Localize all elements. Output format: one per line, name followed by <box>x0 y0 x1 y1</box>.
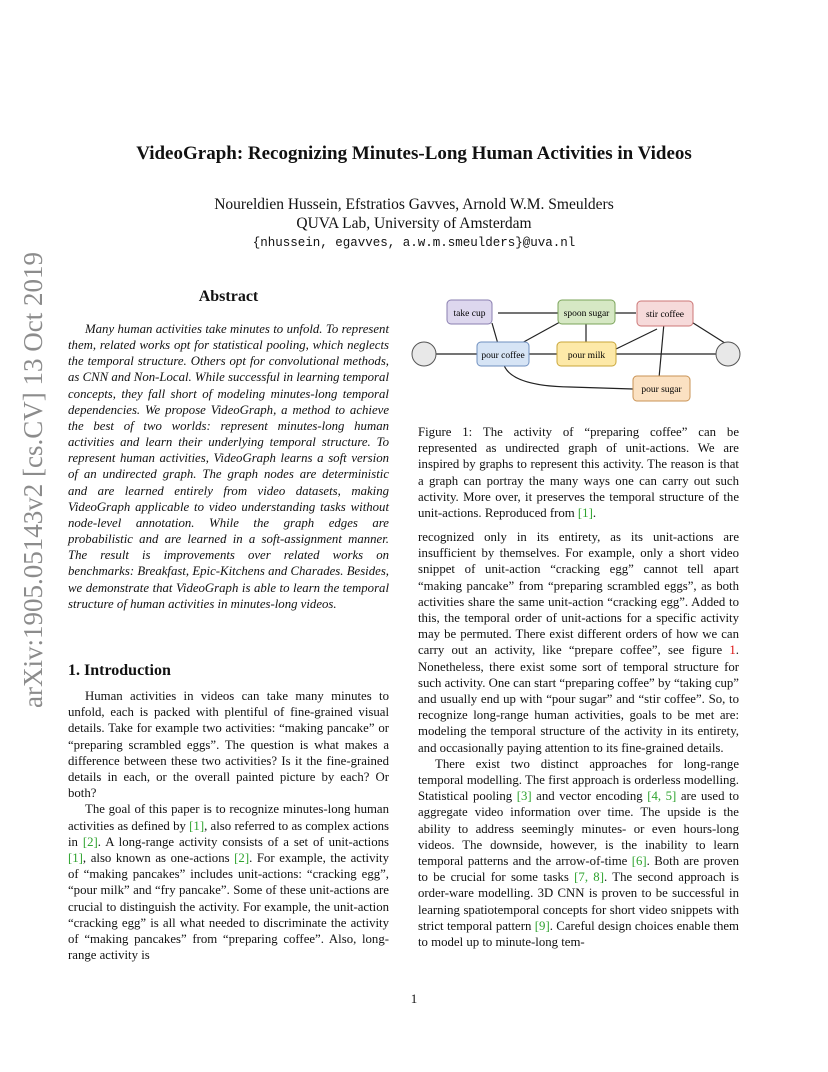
start-node <box>412 342 436 366</box>
svg-text:spoon sugar: spoon sugar <box>563 309 610 319</box>
node-stir-coffee <box>637 301 693 326</box>
author-emails: {nhussein, egavves, a.w.m.smeulders}@uva.nl <box>252 236 576 250</box>
node-spoon-sugar <box>558 300 615 324</box>
figure-1-activity-graph <box>410 296 750 406</box>
graph-edge <box>690 321 728 345</box>
abstract-heading: Abstract <box>198 288 259 305</box>
svg-text:pour coffee: pour coffee <box>481 351 525 361</box>
graph-edge <box>492 323 498 344</box>
node-take-cup <box>447 300 492 324</box>
introduction-right-column <box>418 529 739 950</box>
citation-link[interactable]: [6] <box>631 854 647 869</box>
citation-link[interactable]: [2] <box>82 834 98 849</box>
citation-link[interactable]: [2] <box>234 851 250 866</box>
author-list: Noureldien Hussein, Efstratios Gavves, Arnold W.M. Smeulders <box>214 196 614 213</box>
citation-link[interactable]: [1] <box>68 851 83 866</box>
page-number: 1 <box>410 991 418 1006</box>
intro-paragraph-1: Human activities in videos can take many minutes to unfold, each is packed with plentiful of fine-grained visual details. Take for example two activities: “making pancake” or “preparing scrambled eggs”. The question is what makes a difference between these two activities? Is it the fine-grained details in each, or the overall painted picture by each? Or both? <box>68 689 389 801</box>
svg-text:pour milk: pour milk <box>567 351 606 361</box>
citation-link[interactable]: [1] <box>189 818 205 833</box>
citation-link[interactable]: [1] <box>577 506 593 521</box>
figure-1-caption: Figure 1: The activity of “preparing coffee” can be represented as undirected graph of unit-actions. We are inspired by graphs to represent this activity. The reason is that a graph can portray the many ways one can carry out such activity. More over, it preserves the temporal structure of the unit-actions. Reproduced from [1]. <box>418 425 739 521</box>
node-pour-coffee <box>477 342 529 366</box>
introduction-left-column <box>68 688 389 963</box>
abstract-text: Many human activities take minutes to unfold. To represent them, related works opt for statistical pooling, which neglects the temporal structure. Others opt for convolutional methods, as CNN and Non-Local. While successful in learning temporal concepts, they fall short of modeling minutes-long temporal dependencies. We propose VideoGraph, a method to achieve the best of two worlds: represent minutes-long human activities and learn their underlying temporal structure. To represent human activities, VideoGraph learns a soft version of an undirected graph. The graph nodes are deterministic and are learned entirely from video datasets, making VideoGraph applicable to video understanding tasks without node-level annotation. While the graph edges are probabilistic and are learned in a soft-assignment manner. The result is improvements over related works on benchmarks: Breakfast, Epic-Kitchens and Charades. Besides, we demonstrate that VideoGraph is able to learn the temporal structure of human activities in minutes-long videos. <box>68 322 389 611</box>
graph-edge <box>520 322 560 344</box>
graph-edge <box>616 329 657 349</box>
paper-title: VideoGraph: Recognizing Minutes-Long Human Activities in Videos <box>136 143 692 164</box>
svg-text:pour sugar: pour sugar <box>641 385 682 395</box>
affiliation: QUVA Lab, University of Amsterdam <box>296 215 532 232</box>
citation-link[interactable]: [3] <box>516 789 532 804</box>
svg-text:stir coffee: stir coffee <box>645 310 685 320</box>
arxiv-identifier: arXiv:1905.05143v2 [cs.CV] 13 Oct 2019 <box>18 252 48 708</box>
intro-paragraph-2: The goal of this paper is to recognize minutes-long human activities as defined by [1], also referred to as complex actions in [2]. A long-range activity consists of a set of unit-actions [1], also known as one-actions [2]. For example, the activity of “making pancakes” includes unit-actions: “cracking egg”, “pour milk” and “fry pancake”. Some of these unit-actions are crucial to distinguish the activity. For example, the unit-action “cracking egg” is all what needed to discriminate the activity of “making pancakes” from “preparing coffee”. Also, long-range activity is <box>68 802 389 963</box>
figure-reference-link[interactable]: 1 <box>729 643 736 658</box>
intro-paragraph-3: recognized only in its entirety, as its unit-actions are insufficient by themselves. For example, only a short video snippet of unit-action “cracking egg” cannot tell apart “making pancake” from “preparing scrambled eggs”, as both activities share the same unit-action “cracking egg”. Added to this, the temporal order of unit-actions for a specific activity may be permuted. There exist different orders of how we can carry out an activity, like “prepare coffee”, see figure 1. Nonetheless, there exist some sort of temporal structure for such activity. One can start “preparing coffee” by “taking cup” and usually end up with “pour sugar” and “stir coffee”. So, to recognize long-range human activities, goals to be met are: modeling the temporal structure of the activity in its entirety, and occasionally paying attention to its fine-grained details. <box>418 530 739 755</box>
citation-link[interactable]: [7, 8] <box>574 870 604 885</box>
citation-link[interactable]: [4, 5] <box>647 789 677 804</box>
end-node <box>716 342 740 366</box>
node-pour-sugar <box>633 376 690 401</box>
svg-text:take cup: take cup <box>453 309 486 319</box>
intro-paragraph-4: There exist two distinct approaches for long-range temporal modelling. The first approach is orderless modelling. Statistical pooling [3] and vector encoding [4, 5] are used to aggregate video information over time. The upside is the ability to address seemingly minutes- or even hours-long videos. The downside, however, is the inability to learn temporal patterns and the arrow-of-time [6]. Both are proven to be crucial for some tasks [7, 8]. The second approach is order-ware modelling. 3D CNN is proven to be successful in learning spatiotemporal concepts for short video snippets with strict temporal pattern [9]. Careful design choices enable them to model up to minute-long tem- <box>418 756 739 950</box>
citation-link[interactable]: [9] <box>534 918 550 933</box>
section-heading-introduction: 1. Introduction <box>68 662 171 679</box>
node-pour-milk <box>557 342 616 366</box>
graph-edge <box>659 323 664 378</box>
